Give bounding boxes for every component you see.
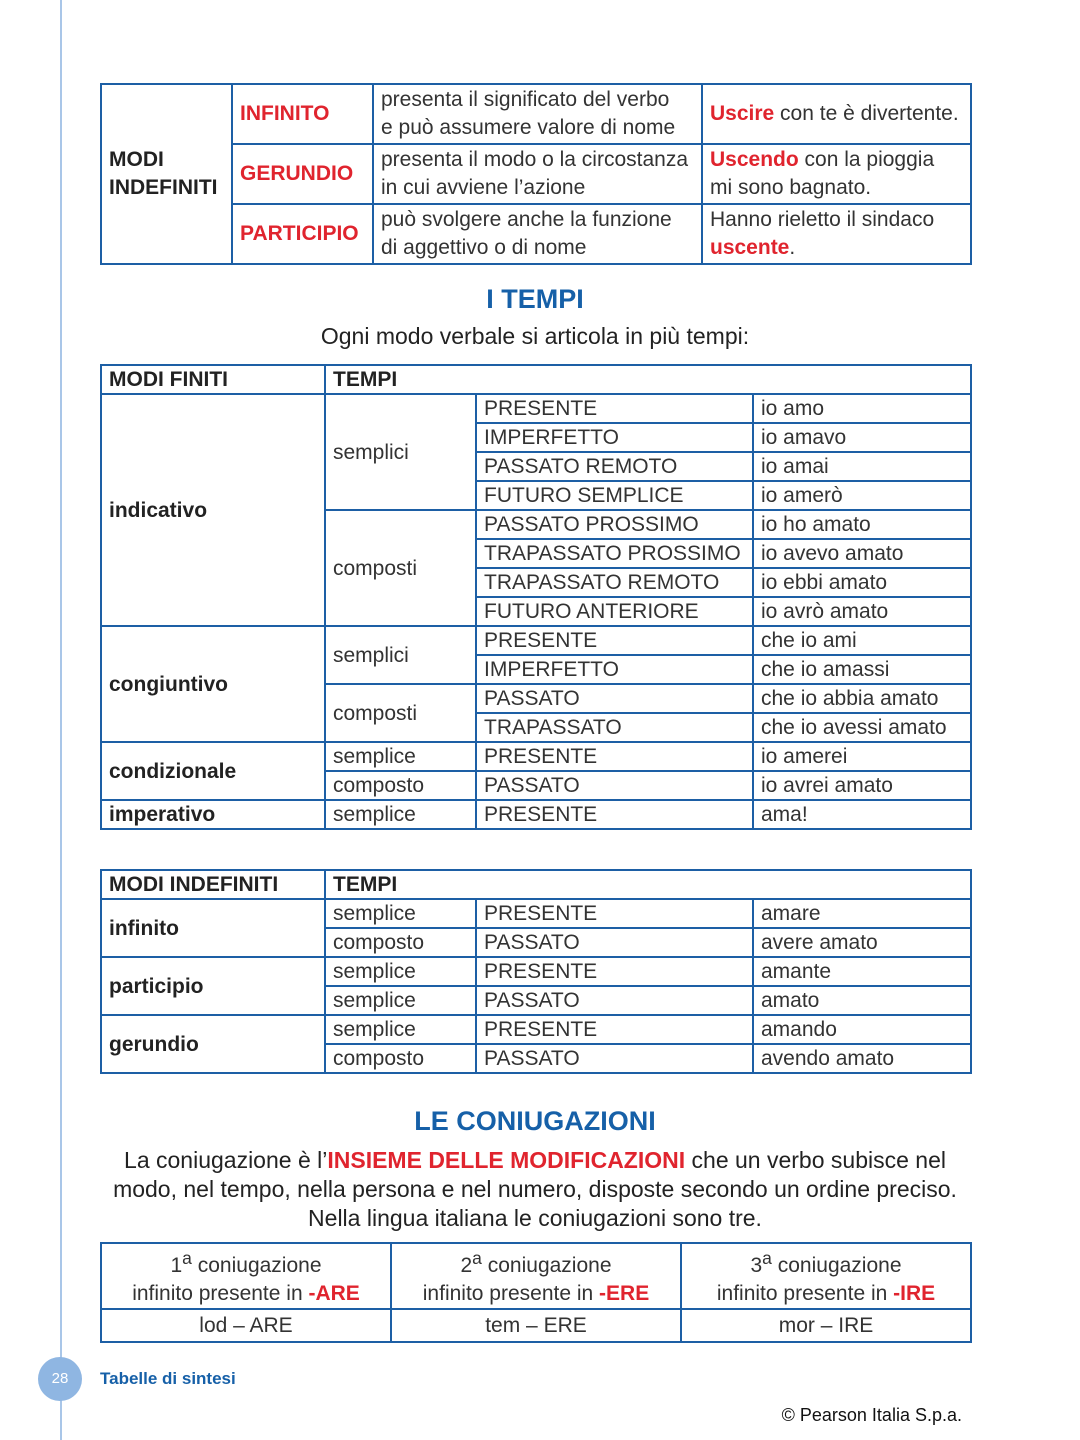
kind-label: composto — [325, 1044, 476, 1073]
example-cell: io amerò — [753, 481, 971, 510]
table-header-row — [101, 365, 971, 394]
table-row — [101, 626, 971, 655]
kind-label: semplici — [325, 394, 476, 510]
kind-label: semplice — [325, 800, 476, 829]
coniugazione-header — [101, 1243, 391, 1309]
example-cell: io avrei amato — [753, 771, 971, 800]
table-row — [101, 1243, 971, 1309]
example-cell: amato — [753, 986, 971, 1015]
tense-cell: PRESENTE — [476, 626, 753, 655]
mode-label: condizionale — [101, 742, 325, 800]
kind-label: semplice — [325, 1015, 476, 1044]
paragraph-highlight: INSIEME DELLE MODIFICAZIONI — [327, 1147, 686, 1173]
header-tempi: TEMPI — [325, 365, 971, 394]
copyright: © Pearson Italia S.p.a. — [781, 1405, 962, 1425]
example-text: con te è divertente. — [774, 102, 959, 125]
coniugazione-example: lod – ARE — [101, 1309, 391, 1342]
mode-label: indicativo — [101, 394, 325, 626]
mode-label: imperativo — [101, 800, 325, 829]
desc-line: di aggettivo o di nome — [381, 236, 587, 259]
example-cell: io amerei — [753, 742, 971, 771]
kind-label: semplice — [325, 957, 476, 986]
example-cell: io amavo — [753, 423, 971, 452]
example-cell: io ho amato — [753, 510, 971, 539]
paragraph-text: La coniugazione è l’ — [124, 1147, 328, 1173]
mode-label: gerundio — [101, 1015, 325, 1073]
example-highlight: Uscire — [710, 102, 775, 125]
section-title-tempi: I TEMPI — [486, 284, 584, 314]
table-header-row — [101, 870, 971, 899]
tense-cell: PASSATO — [476, 1044, 753, 1073]
section-title-coniugazioni: LE CONIUGAZIONI — [414, 1106, 656, 1136]
example-cell: che io amassi — [753, 655, 971, 684]
tense-cell: PASSATO REMOTO — [476, 452, 753, 481]
example-cell: amante — [753, 957, 971, 986]
kind-label: composti — [325, 684, 476, 742]
tense-cell: PASSATO — [476, 986, 753, 1015]
coniugazione-example: tem – ERE — [391, 1309, 681, 1342]
ordinal-suffix: a — [472, 1248, 482, 1268]
tense-cell: PRESENTE — [476, 742, 753, 771]
coniugazione-ending: -ARE — [308, 1282, 360, 1305]
tense-cell: PASSATO PROSSIMO — [476, 510, 753, 539]
modi-indefiniti-table — [100, 83, 972, 265]
example-highlight: uscente — [710, 236, 790, 259]
example-cell: che io ami — [753, 626, 971, 655]
coniugazione-number: 2 — [460, 1254, 473, 1277]
mode-name: INFINITO — [232, 84, 373, 144]
table-row — [101, 899, 971, 928]
example-text: mi sono bagnato. — [710, 176, 872, 199]
mode-description — [373, 144, 702, 204]
coniugazione-header — [681, 1243, 971, 1309]
coniugazione-number: 1 — [170, 1254, 183, 1277]
coniugazione-infinito: infinito presente in — [132, 1282, 309, 1305]
example-cell: ama! — [753, 800, 971, 829]
example-cell: io amai — [753, 452, 971, 481]
table-row — [101, 394, 971, 423]
tense-cell: TRAPASSATO REMOTO — [476, 568, 753, 597]
table-row — [101, 84, 971, 144]
kind-label: semplici — [325, 626, 476, 684]
coniugazione-label: coniugazione — [191, 1254, 322, 1277]
example-cell: che io abbia amato — [753, 684, 971, 713]
tense-cell: TRAPASSATO PROSSIMO — [476, 539, 753, 568]
table-row — [101, 204, 971, 264]
group-label — [101, 84, 232, 264]
coniugazione-infinito: infinito presente in — [716, 1282, 894, 1305]
paragraph-text: che un verbo subisce nel modo, nel tempo, nella persona e nel numero, disposte secondo un ordine preciso. Nella lingua italiana le coniugazioni sono tre. — [113, 1147, 957, 1231]
section-subtitle-tempi: Ogni modo verbale si articola in più tempi: — [320, 323, 750, 349]
tense-cell: PRESENTE — [476, 957, 753, 986]
group-label-line: INDEFINITI — [109, 176, 218, 199]
page-number: 28 — [38, 1357, 82, 1401]
desc-line: presenta il significato del verbo — [381, 88, 670, 111]
table-row — [101, 800, 971, 829]
mode-name: GERUNDIO — [232, 144, 373, 204]
coniugazione-label: coniugazione — [481, 1254, 612, 1277]
modi-indefiniti-tempi-table — [100, 869, 972, 1074]
header-modi: MODI FINITI — [101, 365, 325, 394]
tense-cell: FUTURO ANTERIORE — [476, 597, 753, 626]
mode-description — [373, 204, 702, 264]
kind-label: semplice — [325, 986, 476, 1015]
mode-label: infinito — [101, 899, 325, 957]
kind-label: semplice — [325, 899, 476, 928]
tense-cell: IMPERFETTO — [476, 423, 753, 452]
example-cell: amare — [753, 899, 971, 928]
tense-cell: PASSATO — [476, 684, 753, 713]
mode-name: PARTICIPIO — [232, 204, 373, 264]
coniugazioni-table — [100, 1242, 972, 1343]
tense-cell: IMPERFETTO — [476, 655, 753, 684]
kind-label: composti — [325, 510, 476, 626]
table-row — [101, 144, 971, 204]
desc-line: presenta il modo o la circostanza — [381, 148, 688, 171]
group-label-line: MODI — [109, 148, 164, 171]
mode-label: participio — [101, 957, 325, 1015]
tense-cell: PASSATO — [476, 771, 753, 800]
coniugazione-number: 3 — [750, 1254, 763, 1277]
mode-description — [373, 84, 702, 144]
mode-example — [702, 204, 971, 264]
page-margin-line — [60, 0, 62, 1440]
table-row — [101, 1015, 971, 1044]
desc-line: può svolgere anche la funzione — [381, 208, 672, 231]
example-highlight: Uscendo — [710, 148, 799, 171]
example-cell: io avrò amato — [753, 597, 971, 626]
table-row — [101, 742, 971, 771]
example-text: . — [789, 236, 796, 259]
tense-cell: PRESENTE — [476, 899, 753, 928]
kind-label: composto — [325, 771, 476, 800]
table-row — [101, 957, 971, 986]
example-cell: io amo — [753, 394, 971, 423]
mode-example — [702, 84, 971, 144]
example-cell: avendo amato — [753, 1044, 971, 1073]
coniugazioni-paragraph — [100, 1146, 970, 1233]
footer-section-title: Tabelle di sintesi — [100, 1369, 236, 1388]
coniugazione-header — [391, 1243, 681, 1309]
kind-label: semplice — [325, 742, 476, 771]
modi-finiti-table — [100, 364, 972, 830]
example-cell: che io avessi amato — [753, 713, 971, 742]
tense-cell: PRESENTE — [476, 1015, 753, 1044]
coniugazione-example: mor – IRE — [681, 1309, 971, 1342]
coniugazione-ending: -ERE — [599, 1282, 650, 1305]
example-cell: amando — [753, 1015, 971, 1044]
mode-example — [702, 144, 971, 204]
kind-label: composto — [325, 928, 476, 957]
tense-cell: TRAPASSATO — [476, 713, 753, 742]
tense-cell: PRESENTE — [476, 800, 753, 829]
desc-line: e può assumere valore di nome — [381, 116, 676, 139]
tense-cell: PRESENTE — [476, 394, 753, 423]
coniugazione-ending: -IRE — [893, 1282, 936, 1305]
ordinal-suffix: a — [762, 1248, 772, 1268]
coniugazione-infinito: infinito presente in — [422, 1282, 600, 1305]
coniugazione-label: coniugazione — [771, 1254, 902, 1277]
example-cell: io avevo amato — [753, 539, 971, 568]
header-modi: MODI INDEFINITI — [101, 870, 325, 899]
example-text: con la pioggia — [798, 148, 935, 171]
example-cell: avere amato — [753, 928, 971, 957]
ordinal-suffix: a — [182, 1248, 192, 1268]
example-cell: io ebbi amato — [753, 568, 971, 597]
mode-label: congiuntivo — [101, 626, 325, 742]
example-text: Hanno rieletto il sindaco — [710, 208, 935, 231]
desc-line: in cui avviene l’azione — [381, 176, 586, 199]
header-tempi: TEMPI — [325, 870, 971, 899]
tense-cell: FUTURO SEMPLICE — [476, 481, 753, 510]
tense-cell: PASSATO — [476, 928, 753, 957]
table-row — [101, 1309, 971, 1342]
